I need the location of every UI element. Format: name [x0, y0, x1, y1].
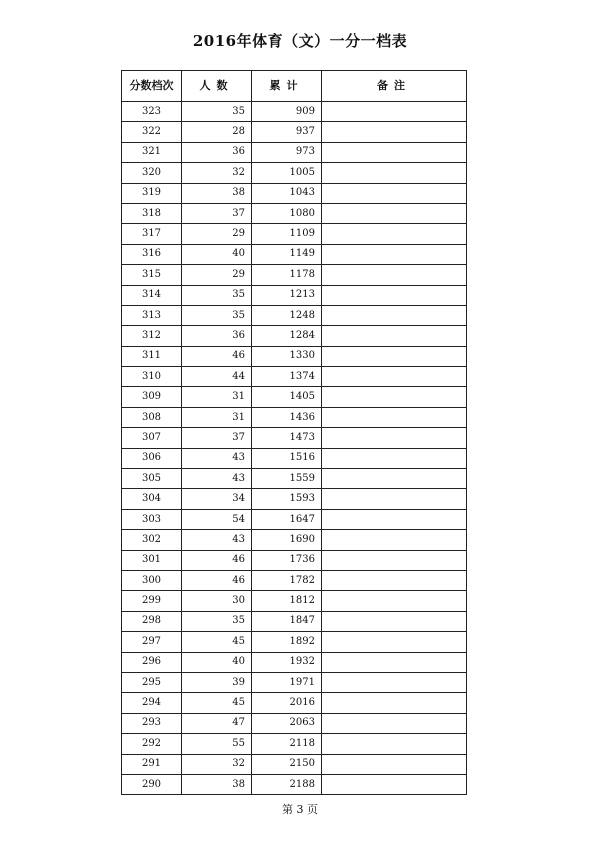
cumulative-cell: 1178: [252, 265, 322, 285]
cumulative-cell: 2188: [252, 774, 322, 794]
score-cell: 314: [122, 285, 182, 305]
score-cell: 316: [122, 244, 182, 264]
count-cell: 35: [182, 102, 252, 122]
note-cell: [322, 509, 467, 529]
table-row: [122, 265, 467, 285]
score-cell: 291: [122, 754, 182, 774]
header-note: 备注: [322, 71, 467, 102]
table-row: [122, 530, 467, 550]
table-row: [122, 305, 467, 325]
count-cell: 46: [182, 550, 252, 570]
score-cell: 290: [122, 774, 182, 794]
note-cell: [322, 305, 467, 325]
cumulative-cell: 1971: [252, 672, 322, 692]
table-row: [122, 469, 467, 489]
score-cell: 301: [122, 550, 182, 570]
note-cell: [322, 265, 467, 285]
score-cell: 304: [122, 489, 182, 509]
score-cell: 323: [122, 102, 182, 122]
cumulative-cell: 1043: [252, 183, 322, 203]
table-row: [122, 224, 467, 244]
table-row: [122, 183, 467, 203]
table-row: [122, 428, 467, 448]
count-cell: 39: [182, 672, 252, 692]
cumulative-cell: 1516: [252, 448, 322, 468]
note-cell: [322, 122, 467, 142]
cumulative-cell: 1248: [252, 305, 322, 325]
page-title: 2016年体育（文）一分一档表: [192, 32, 408, 50]
note-cell: [322, 489, 467, 509]
count-cell: 32: [182, 754, 252, 774]
note-cell: [322, 224, 467, 244]
note-cell: [322, 713, 467, 733]
score-cell: 302: [122, 530, 182, 550]
count-cell: 34: [182, 489, 252, 509]
score-cell: 296: [122, 652, 182, 672]
score-cell: 310: [122, 367, 182, 387]
header-cumulative: 累计: [252, 71, 322, 102]
cumulative-cell: 1647: [252, 509, 322, 529]
cumulative-cell: 909: [252, 102, 322, 122]
cumulative-cell: 1109: [252, 224, 322, 244]
count-cell: 54: [182, 509, 252, 529]
cumulative-cell: 1690: [252, 530, 322, 550]
note-cell: [322, 469, 467, 489]
score-cell: 320: [122, 163, 182, 183]
score-cell: 308: [122, 407, 182, 427]
cumulative-cell: 1559: [252, 469, 322, 489]
cumulative-cell: 1932: [252, 652, 322, 672]
cumulative-cell: 1213: [252, 285, 322, 305]
cumulative-cell: 1892: [252, 632, 322, 652]
count-cell: 36: [182, 326, 252, 346]
count-cell: 55: [182, 734, 252, 754]
cumulative-cell: 1593: [252, 489, 322, 509]
note-cell: [322, 530, 467, 550]
cumulative-cell: 1284: [252, 326, 322, 346]
note-cell: [322, 611, 467, 631]
table-row: [122, 632, 467, 652]
score-cell: 295: [122, 672, 182, 692]
table-row: [122, 367, 467, 387]
score-cell: 319: [122, 183, 182, 203]
header-row: [122, 71, 467, 102]
cumulative-cell: 2150: [252, 754, 322, 774]
table-row: [122, 713, 467, 733]
note-cell: [322, 550, 467, 570]
note-cell: [322, 203, 467, 223]
score-cell: 307: [122, 428, 182, 448]
score-cell: 298: [122, 611, 182, 631]
score-cell: 299: [122, 591, 182, 611]
note-cell: [322, 693, 467, 713]
table-row: [122, 387, 467, 407]
table-row: [122, 570, 467, 590]
count-cell: 43: [182, 469, 252, 489]
note-cell: [322, 672, 467, 692]
count-cell: 36: [182, 142, 252, 162]
note-cell: [322, 448, 467, 468]
table-row: [122, 652, 467, 672]
note-cell: [322, 244, 467, 264]
count-cell: 31: [182, 407, 252, 427]
note-cell: [322, 652, 467, 672]
table-row: [122, 102, 467, 122]
cumulative-cell: 2016: [252, 693, 322, 713]
table-row: [122, 754, 467, 774]
page-number: 第 3 页: [282, 803, 318, 816]
table-header: [122, 71, 467, 102]
score-cell: 300: [122, 570, 182, 590]
table-row: [122, 591, 467, 611]
note-cell: [322, 632, 467, 652]
count-cell: 46: [182, 346, 252, 366]
cumulative-cell: 1782: [252, 570, 322, 590]
count-cell: 44: [182, 367, 252, 387]
table-body: [122, 102, 467, 795]
note-cell: [322, 387, 467, 407]
score-cell: 322: [122, 122, 182, 142]
count-cell: 43: [182, 448, 252, 468]
header-score: 分数档次: [122, 71, 182, 102]
table-row: [122, 285, 467, 305]
score-distribution-table: [121, 70, 467, 795]
count-cell: 32: [182, 163, 252, 183]
score-cell: 309: [122, 387, 182, 407]
cumulative-cell: 1149: [252, 244, 322, 264]
count-cell: 35: [182, 305, 252, 325]
table-row: [122, 611, 467, 631]
table-row: [122, 550, 467, 570]
table-row: [122, 489, 467, 509]
score-cell: 317: [122, 224, 182, 244]
score-cell: 294: [122, 693, 182, 713]
cumulative-cell: 2118: [252, 734, 322, 754]
note-cell: [322, 734, 467, 754]
cumulative-cell: 2063: [252, 713, 322, 733]
count-cell: 35: [182, 285, 252, 305]
cumulative-cell: 1080: [252, 203, 322, 223]
note-cell: [322, 163, 467, 183]
note-cell: [322, 428, 467, 448]
count-cell: 29: [182, 265, 252, 285]
count-cell: 47: [182, 713, 252, 733]
header-count: 人数: [182, 71, 252, 102]
count-cell: 35: [182, 611, 252, 631]
note-cell: [322, 591, 467, 611]
table-row: [122, 509, 467, 529]
note-cell: [322, 774, 467, 794]
note-cell: [322, 570, 467, 590]
cumulative-cell: 1436: [252, 407, 322, 427]
cumulative-cell: 1330: [252, 346, 322, 366]
score-cell: 311: [122, 346, 182, 366]
score-cell: 293: [122, 713, 182, 733]
note-cell: [322, 367, 467, 387]
note-cell: [322, 407, 467, 427]
count-cell: 45: [182, 632, 252, 652]
count-cell: 37: [182, 428, 252, 448]
table-row: [122, 734, 467, 754]
score-cell: 313: [122, 305, 182, 325]
note-cell: [322, 102, 467, 122]
table-row: [122, 448, 467, 468]
count-cell: 43: [182, 530, 252, 550]
table-row: [122, 122, 467, 142]
table-row: [122, 244, 467, 264]
score-cell: 305: [122, 469, 182, 489]
cumulative-cell: 1847: [252, 611, 322, 631]
table-row: [122, 142, 467, 162]
count-cell: 30: [182, 591, 252, 611]
count-cell: 46: [182, 570, 252, 590]
score-cell: 303: [122, 509, 182, 529]
table-row: [122, 672, 467, 692]
count-cell: 28: [182, 122, 252, 142]
count-cell: 40: [182, 652, 252, 672]
cumulative-cell: 1736: [252, 550, 322, 570]
count-cell: 45: [182, 693, 252, 713]
note-cell: [322, 754, 467, 774]
score-cell: 321: [122, 142, 182, 162]
table-row: [122, 407, 467, 427]
note-cell: [322, 183, 467, 203]
cumulative-cell: 1374: [252, 367, 322, 387]
score-cell: 312: [122, 326, 182, 346]
score-cell: 306: [122, 448, 182, 468]
note-cell: [322, 346, 467, 366]
table-row: [122, 693, 467, 713]
score-cell: 292: [122, 734, 182, 754]
table-row: [122, 326, 467, 346]
score-cell: 315: [122, 265, 182, 285]
cumulative-cell: 1405: [252, 387, 322, 407]
cumulative-cell: 973: [252, 142, 322, 162]
cumulative-cell: 1473: [252, 428, 322, 448]
table-row: [122, 203, 467, 223]
count-cell: 37: [182, 203, 252, 223]
table-row: [122, 346, 467, 366]
count-cell: 40: [182, 244, 252, 264]
score-cell: 297: [122, 632, 182, 652]
note-cell: [322, 285, 467, 305]
table-row: [122, 163, 467, 183]
count-cell: 38: [182, 774, 252, 794]
cumulative-cell: 1005: [252, 163, 322, 183]
note-cell: [322, 142, 467, 162]
count-cell: 38: [182, 183, 252, 203]
score-cell: 318: [122, 203, 182, 223]
table-row: [122, 774, 467, 794]
note-cell: [322, 326, 467, 346]
cumulative-cell: 1812: [252, 591, 322, 611]
count-cell: 31: [182, 387, 252, 407]
cumulative-cell: 937: [252, 122, 322, 142]
count-cell: 29: [182, 224, 252, 244]
